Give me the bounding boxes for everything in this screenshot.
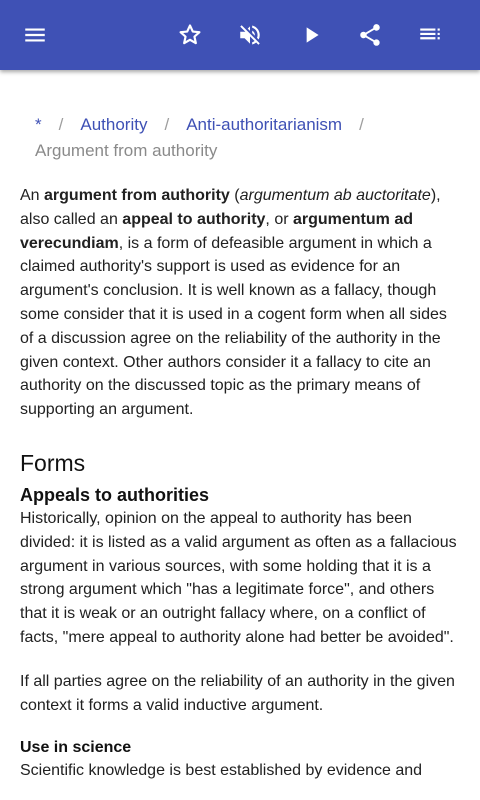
- favorite-button[interactable]: [166, 11, 214, 59]
- play-icon: [298, 22, 324, 48]
- paragraph-science: Scientific knowledge is best established by evidence and: [20, 762, 423, 780]
- share-icon: [357, 22, 383, 48]
- latin-term: argumentum ab auctoritate: [239, 187, 431, 204]
- menu-button[interactable]: [11, 11, 59, 59]
- term-argument-from-authority: argument from authority: [44, 187, 230, 204]
- breadcrumb: [35, 112, 455, 164]
- subsubsection-heading: Use in science: [20, 739, 132, 757]
- breadcrumb-separator: /: [58, 115, 64, 134]
- term-argumentum-ad-verecundiam: argumentum ad verecundiam: [20, 210, 413, 252]
- mute-button[interactable]: [226, 11, 274, 59]
- section-heading-forms: Forms: [20, 449, 86, 476]
- intro-paragraph: An argument from authority (argumentum ab auctoritate), also called an appeal to authority, or argumentum ad verecundiam, is a form of defeasible argument in which a claimed authority's support is used as evidence for an argument's conclusion. It is well known as a fallacy, though some consider that it is used in a cogent form when all sides of a discussion agree on the reliability of the authority in the given context. Other authors consider it a fallacy to cite an authority on the discussed topic as the primary means of supporting an argument.: [20, 187, 447, 419]
- breadcrumb-separator: /: [164, 115, 170, 134]
- playlist-icon: [417, 22, 443, 48]
- article-body: [20, 184, 462, 783]
- play-button[interactable]: [287, 11, 335, 59]
- volume-off-icon: [237, 22, 263, 48]
- subsection-heading: Appeals to authorities: [20, 484, 210, 505]
- share-button[interactable]: [346, 11, 394, 59]
- breadcrumb-link-anti-authoritarianism[interactable]: Anti-authoritarianism: [186, 115, 343, 134]
- article-content: [0, 70, 480, 800]
- app-toolbar: [0, 0, 480, 70]
- breadcrumb-separator: /: [359, 115, 364, 134]
- menu-icon: [22, 22, 48, 48]
- breadcrumb-current-page: Argument from authority: [35, 141, 218, 160]
- star-outline-icon: [177, 22, 203, 48]
- breadcrumb-link-home[interactable]: *: [35, 115, 42, 134]
- paragraph-inductive: If all parties agree on the reliability of an authority in the given context it forms a valid inductive argument.: [20, 672, 455, 714]
- term-appeal-to-authority: appeal to authority: [122, 210, 266, 228]
- contents-button[interactable]: [406, 11, 454, 59]
- breadcrumb-link-authority[interactable]: Authority: [80, 115, 148, 134]
- paragraph-history: Historically, opinion on the appeal to authority has been divided: it is listed as a valid argument as often as a fallacious argument in various sources, with some holding that it is a strong argument which "has a legitimate force", and others that it is weak or an outright fallacy where, on a conflict of facts, "mere appeal to authority alone had better be avoided".: [20, 509, 457, 646]
